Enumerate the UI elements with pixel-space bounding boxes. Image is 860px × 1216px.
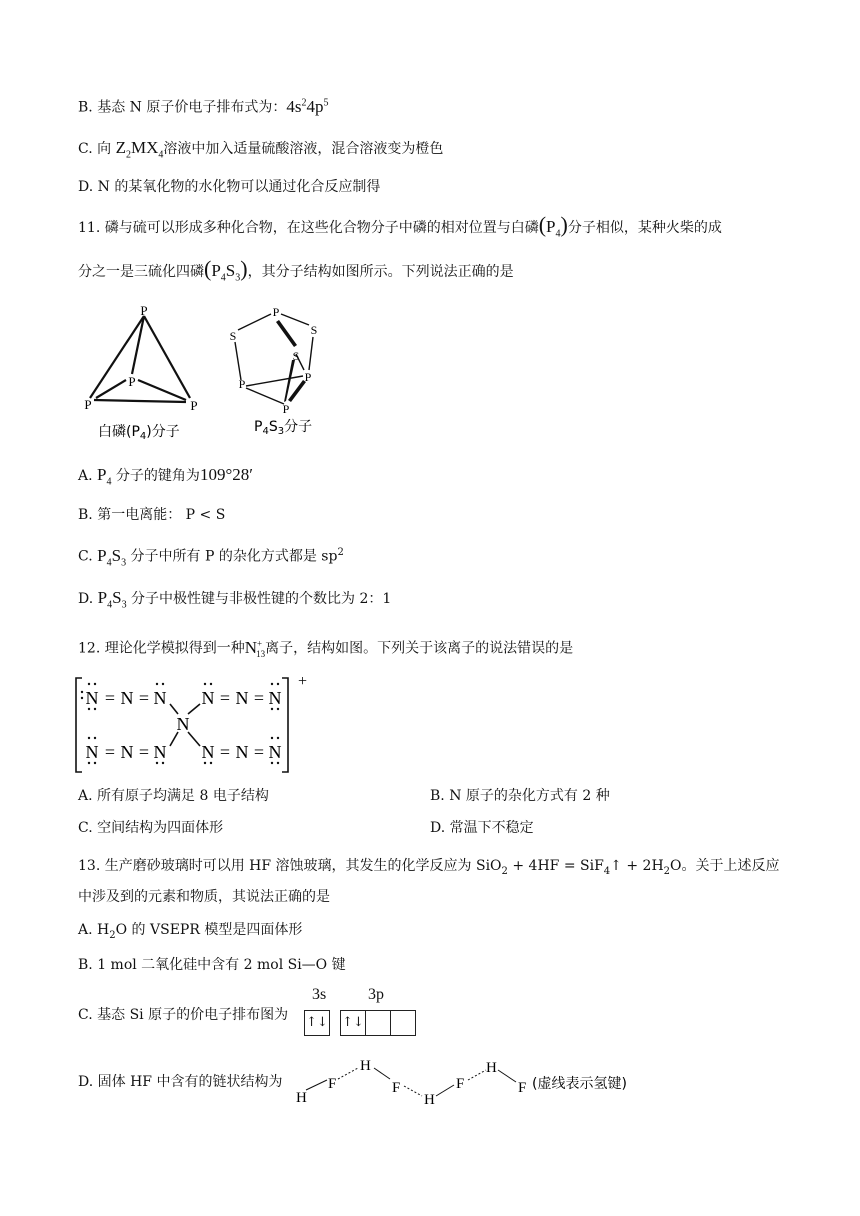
svg-text:F: F [518,1080,527,1096]
svg-text:N: N [201,742,215,762]
orbital-3p-2 [365,1010,391,1036]
q10-option-b: B. 基态 N 原子价电子排布式为：$4s^24p^5$ [78,96,329,116]
svg-text:N: N [120,688,134,708]
q12-option-a: A. 所有原子均满足 8 电子结构 [78,788,269,804]
q11-option-d: D. $P_4S_3$ 分子中极性键与非极性键的个数比为 2：1 [78,588,392,611]
q12-option-b: B. N 原子的杂化方式有 2 种 [430,788,610,804]
svg-text:N: N [153,688,167,708]
p-atom-right: P [190,398,198,413]
p4s3-diagram [222,300,332,440]
svg-text:P: P [304,370,312,384]
q12-option-d: D. 常温下不稳定 [430,820,534,836]
p-atom-center: P [128,374,136,389]
q12-stem: 12. 理论化学模拟得到一种$N^+_{13}$离子，结构如图。下列关于该离子的说法错误的是 [78,637,574,660]
svg-text:H: H [424,1092,435,1108]
svg-text:=: = [219,688,231,708]
q13-option-a: A. $H_2O$ 的 VSEPR 模型是四面体形 [78,922,303,941]
svg-text:N: N [201,688,215,708]
svg-text:H: H [296,1090,307,1106]
svg-text:P: P [282,402,290,416]
svg-text:=: = [104,688,116,708]
svg-text:=: = [253,742,265,762]
hf-chain-diagram [292,1052,652,1112]
q11-stem-line2: 分之一是三硫化四磷$(P_4S_3)$，其分子结构如图所示。下列说法正确的是 [78,256,514,284]
svg-text:H: H [360,1058,371,1074]
q11-option-c: C. $P_4S_3$ 分子中所有 P 的杂化方式都是 $sp^2$ [78,545,344,569]
orbital-3p-1: ↑↓ [340,1010,366,1036]
n13-ion-structure [74,670,314,780]
svg-text:=: = [138,688,150,708]
svg-text:S: S [229,329,237,343]
svg-text:=: = [253,688,265,708]
svg-text:H: H [486,1060,497,1076]
svg-text:(虚线表示氢键): (虚线表示氢键) [532,1076,627,1092]
svg-text:S: S [310,323,318,337]
p4s3-caption: $P_4S_3$分子 [254,419,313,437]
svg-text:F: F [456,1076,465,1092]
svg-text:N: N [235,688,249,708]
svg-text:S: S [292,349,300,363]
white-phosphorus-caption: 白磷$(P_4)$分子 [98,424,180,442]
q11-stem-line1: 11. 磷与硫可以形成多种化合物，在这些化合物分子中磷的相对位置与白磷$(P_4)$分子相似，某种火柴的成 [78,212,722,240]
svg-text:N: N [235,742,249,762]
q11-option-b: B. 第一电离能： P < S [78,507,226,523]
svg-text:N: N [120,742,134,762]
svg-text:N: N [85,742,99,762]
svg-text:F: F [392,1080,401,1096]
q13-option-c: C. 基态 Si 原子的价电子排布图为 [78,1007,289,1023]
svg-text:N: N [268,742,282,762]
svg-text:P: P [272,305,280,319]
q11-option-a: A. $P_4$ 分子的键角为109°28′ [78,465,253,488]
q13-option-b: B. 1 mol 二氧化硅中含有 2 mol Si—O 键 [78,957,346,973]
q12-option-c: C. 空间结构为四面体形 [78,820,224,836]
q10-option-d: D. N 的某氧化物的水化物可以通过化合反应制得 [78,179,381,195]
svg-text:=: = [219,742,231,762]
svg-text:=: = [104,742,116,762]
orbital-3p-3 [390,1010,416,1036]
svg-text:+: + [298,673,308,690]
q13-option-d: D. 固体 HF 中含有的链状结构为 [78,1074,283,1090]
q10-option-c: C. 向 $Z_2MX_4$溶液中加入适量硫酸溶液，混合溶液变为橙色 [78,138,444,161]
white-phosphorus-diagram [78,300,208,448]
p-atom-top: P [140,303,148,318]
svg-text:F: F [328,1076,337,1092]
svg-text:N: N [85,688,99,708]
svg-text:N: N [268,688,282,708]
svg-text:=: = [138,742,150,762]
q13-stem-line2: 中涉及到的元素和物质，其说法正确的是 [78,889,330,905]
p-atom-left: P [84,397,92,412]
q13-stem-line1: 13. 生产磨砂玻璃时可以用 HF 溶蚀玻璃，其发生的化学反应为 SiO$_2$ + 4HF = SiF$_4$↑ + $2H_2O$。关于上述反应 [78,858,780,877]
svg-text:N: N [176,714,190,734]
svg-text:P: P [238,377,246,391]
orbital-3s: ↑↓ [304,1010,330,1036]
svg-text:N: N [153,742,167,762]
